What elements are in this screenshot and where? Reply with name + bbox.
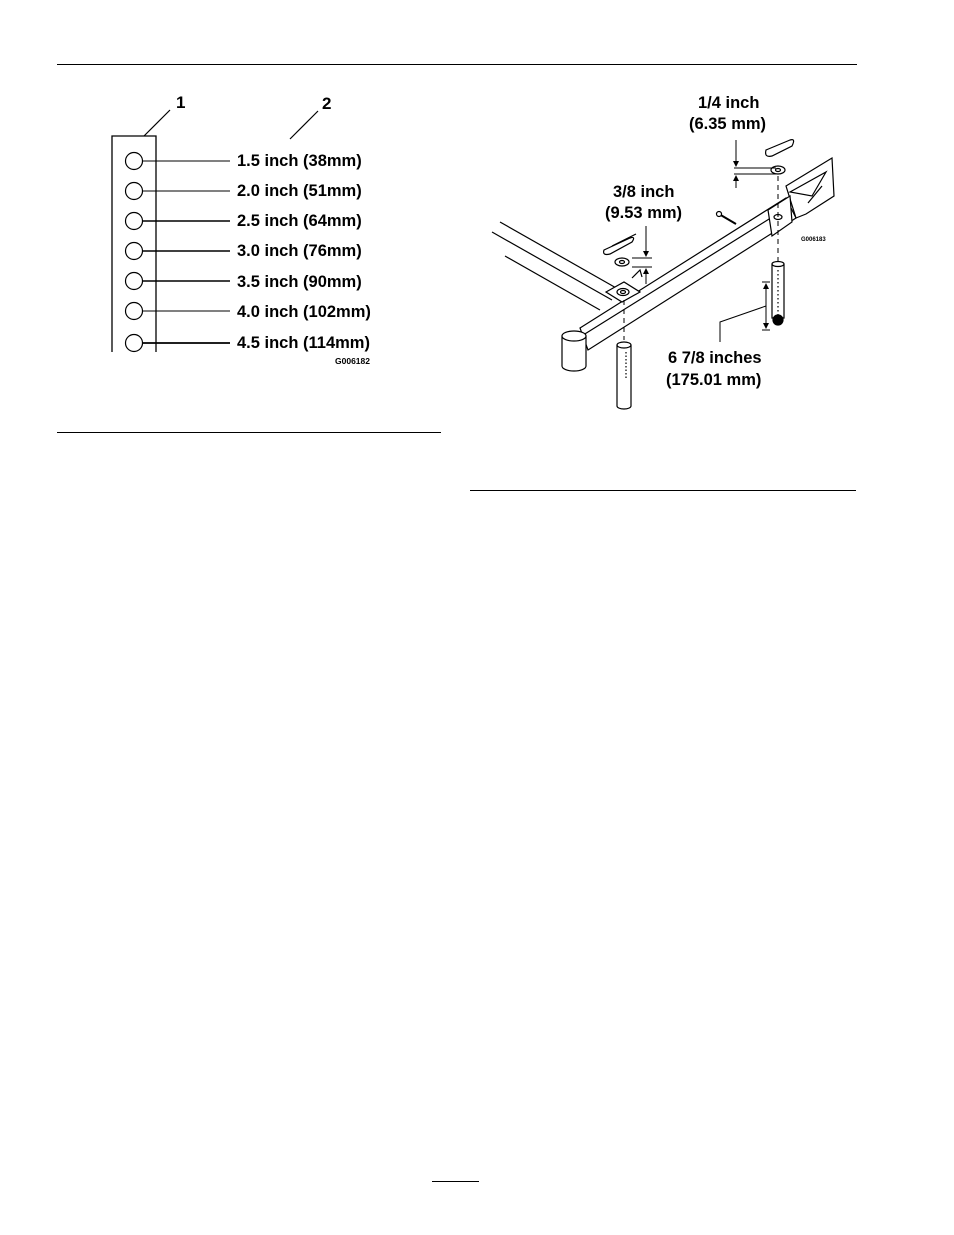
height-of-cut-chart <box>112 93 371 366</box>
lower-pin-left <box>617 342 631 409</box>
hole-icon <box>126 303 143 320</box>
frame-rail <box>492 232 612 300</box>
hole-icon <box>126 273 143 290</box>
lower-pin-right <box>772 262 784 326</box>
spacer-washer <box>615 258 629 266</box>
figure-code: G006182 <box>335 356 370 366</box>
hole-row <box>126 212 362 230</box>
dimension-leader <box>720 306 766 342</box>
hole-label: 4.0 inch (102mm) <box>237 303 371 321</box>
spacer-washer <box>771 166 785 174</box>
spacer-pin-diagram <box>492 140 834 409</box>
callout-1: 1 <box>176 93 186 112</box>
hole-icon <box>126 335 143 352</box>
hole-icon <box>126 213 143 230</box>
dimension-label-bottom-line2: (175.01 mm) <box>666 371 762 389</box>
hole-row <box>126 152 362 170</box>
callout-2-leader <box>290 111 318 139</box>
caster-tube <box>562 331 586 371</box>
dimension-label-mid-line2: (9.53 mm) <box>605 204 683 222</box>
hole-icon <box>126 243 143 260</box>
frame-rail <box>500 222 618 289</box>
hole-row <box>126 334 370 352</box>
dimension-label-bottom-line1: 6 7/8 inches <box>668 349 762 367</box>
hole-label: 3.5 inch (90mm) <box>237 273 362 291</box>
hole-label: 2.5 inch (64mm) <box>237 212 362 230</box>
dimension-label-top-line1: 1/4 inch <box>698 94 760 112</box>
hole-row <box>126 303 371 322</box>
hole-icon <box>126 153 143 170</box>
callout-1-leader <box>144 110 170 136</box>
frame-rail <box>505 256 600 310</box>
hole-row <box>126 273 362 292</box>
hole-row <box>126 182 362 200</box>
figure-code: G006183 <box>801 237 826 243</box>
hole-label: 4.5 inch (114mm) <box>237 334 370 352</box>
dimension-label-mid-line1: 3/8 inch <box>613 183 675 201</box>
hole-icon <box>126 183 143 200</box>
hairpin-clip-icon <box>604 238 634 255</box>
hole-label: 3.0 inch (76mm) <box>237 242 362 260</box>
hole-label: 2.0 inch (51mm) <box>237 182 362 200</box>
hole-label: 1.5 inch (38mm) <box>237 152 362 170</box>
hairpin-clip-icon <box>766 140 794 157</box>
dimension-label-top-line2: (6.35 mm) <box>689 115 767 133</box>
callout-2: 2 <box>322 94 332 113</box>
hole-row <box>126 242 362 260</box>
